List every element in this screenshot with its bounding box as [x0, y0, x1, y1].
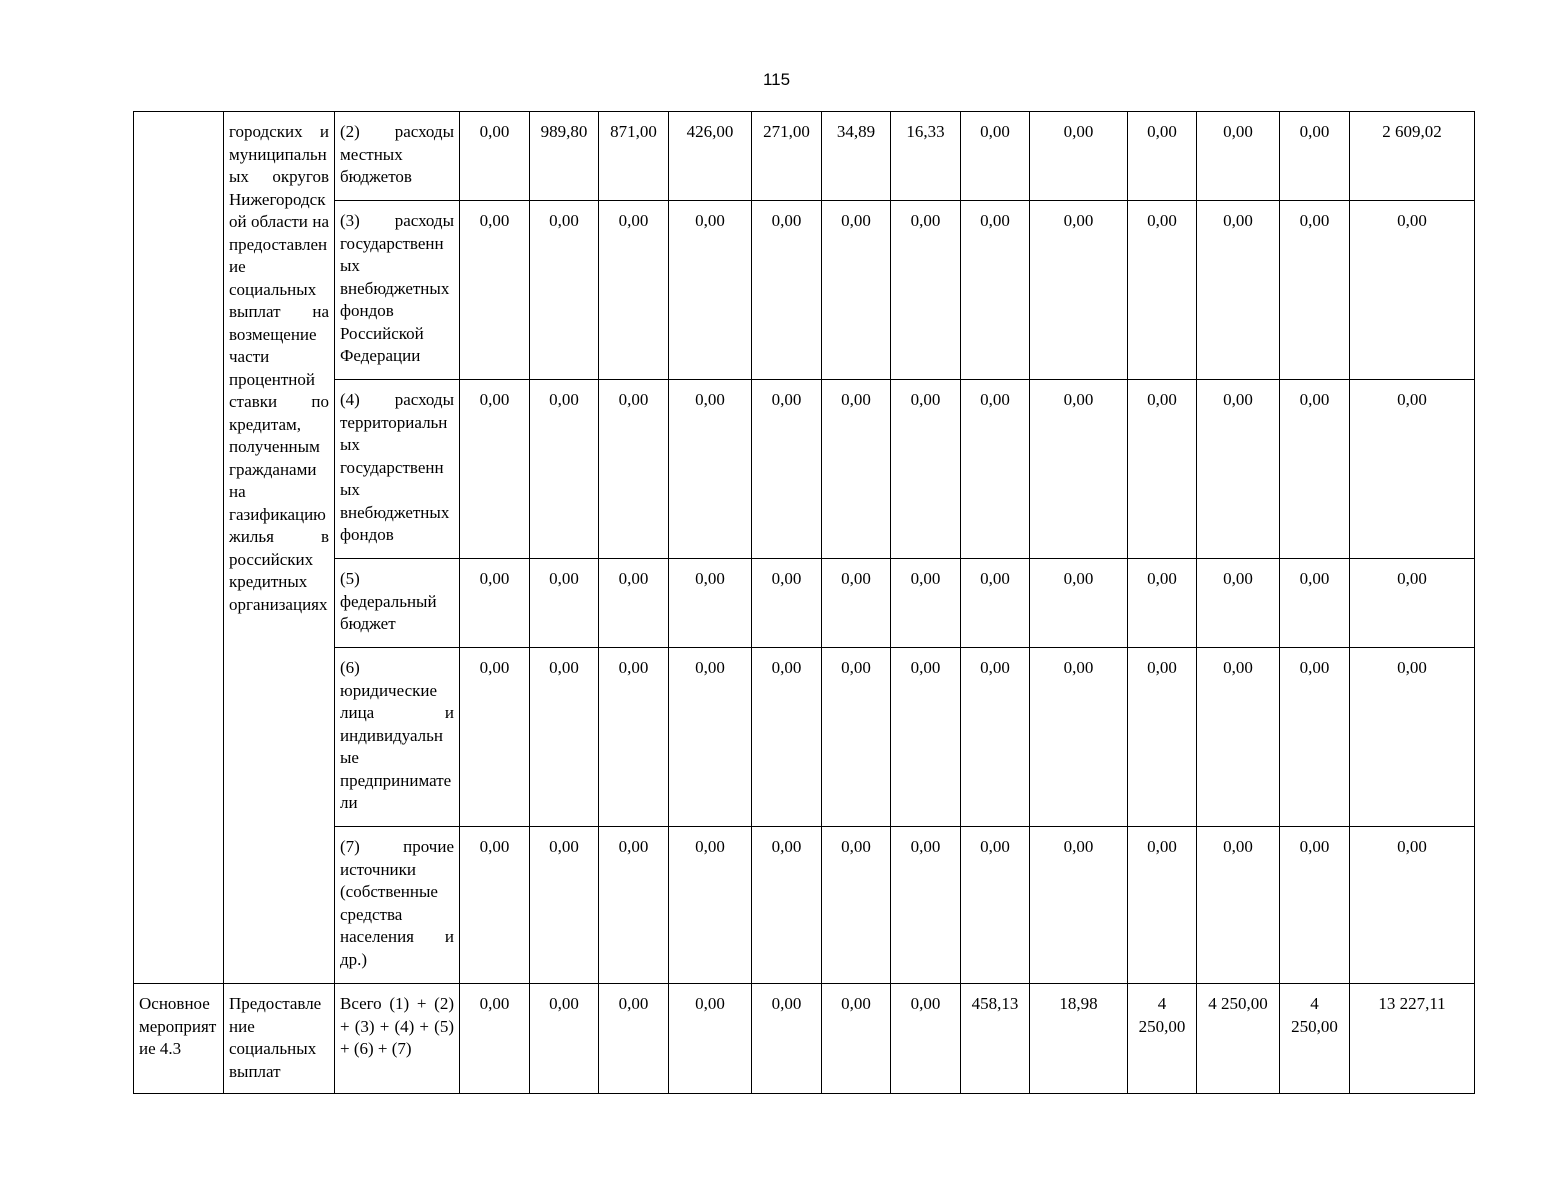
- value-cell: 34,89: [822, 112, 891, 201]
- value-cell: 0,00: [1128, 380, 1197, 559]
- value-cell: 0,00: [460, 984, 530, 1094]
- value-cell: 0,00: [961, 201, 1030, 380]
- value-cell: 0,00: [1197, 112, 1280, 201]
- value-cell: 0,00: [752, 559, 822, 648]
- value-cell: 0,00: [1030, 827, 1128, 984]
- value-cell: 0,00: [891, 380, 961, 559]
- value-cell: 989,80: [530, 112, 599, 201]
- value-cell: 0,00: [669, 648, 752, 827]
- value-cell: 271,00: [752, 112, 822, 201]
- value-cell: 0,00: [669, 380, 752, 559]
- value-cell: 18,98: [1030, 984, 1128, 1094]
- value-cell: 0,00: [1197, 559, 1280, 648]
- funding-source-cell: (6) юридические лица и индивидуальные предприниматели: [335, 648, 460, 827]
- table-row: [134, 380, 1475, 559]
- value-cell: 4 250,00: [1197, 984, 1280, 1094]
- value-cell: 0,00: [669, 559, 752, 648]
- table-row: [134, 984, 1475, 1094]
- funding-source-cell: (2) расходы местных бюджетов: [335, 112, 460, 201]
- value-cell: 0,00: [1030, 380, 1128, 559]
- total-value-cell: 13 227,11: [1350, 984, 1475, 1094]
- value-cell: 0,00: [460, 380, 530, 559]
- value-cell: 0,00: [1030, 112, 1128, 201]
- total-value-cell: 0,00: [1350, 201, 1475, 380]
- value-cell: 0,00: [1128, 201, 1197, 380]
- value-cell: 0,00: [460, 112, 530, 201]
- value-cell: 0,00: [1280, 648, 1350, 827]
- value-cell: 0,00: [1197, 827, 1280, 984]
- total-value-cell: 0,00: [1350, 380, 1475, 559]
- value-cell: 0,00: [1128, 827, 1197, 984]
- value-cell: 0,00: [460, 201, 530, 380]
- value-cell: 0,00: [599, 380, 669, 559]
- value-cell: 0,00: [961, 559, 1030, 648]
- value-cell: 0,00: [1280, 559, 1350, 648]
- value-cell: 0,00: [669, 827, 752, 984]
- value-cell: 0,00: [460, 648, 530, 827]
- value-cell: 0,00: [752, 380, 822, 559]
- value-cell: 0,00: [1030, 648, 1128, 827]
- value-cell: 458,13: [961, 984, 1030, 1094]
- value-cell: 0,00: [599, 201, 669, 380]
- value-cell: 0,00: [822, 827, 891, 984]
- measure-name-cell: Предоставление социальных выплат: [224, 984, 335, 1094]
- value-cell: 0,00: [891, 559, 961, 648]
- value-cell: 0,00: [1280, 380, 1350, 559]
- value-cell: 0,00: [530, 201, 599, 380]
- funding-source-cell: (7) прочие источники (собственные средства населения и др.): [335, 827, 460, 984]
- value-cell: 4 250,00: [1128, 984, 1197, 1094]
- value-cell: 16,33: [891, 112, 961, 201]
- funding-source-cell: (5) федеральный бюджет: [335, 559, 460, 648]
- value-cell: 0,00: [891, 984, 961, 1094]
- value-cell: 0,00: [1128, 559, 1197, 648]
- value-cell: 0,00: [961, 648, 1030, 827]
- value-cell: 0,00: [599, 984, 669, 1094]
- value-cell: 0,00: [1280, 112, 1350, 201]
- value-cell: 0,00: [822, 201, 891, 380]
- value-cell: 0,00: [460, 559, 530, 648]
- table-row: [134, 648, 1475, 827]
- funding-source-cell: Всего (1) + (2) + (3) + (4) + (5) + (6) + (7): [335, 984, 460, 1094]
- value-cell: 0,00: [1128, 112, 1197, 201]
- value-cell: 0,00: [822, 380, 891, 559]
- value-cell: 0,00: [530, 559, 599, 648]
- value-cell: 0,00: [669, 984, 752, 1094]
- value-cell: 0,00: [530, 648, 599, 827]
- total-value-cell: 0,00: [1350, 827, 1475, 984]
- measure-code-cell: [134, 112, 224, 984]
- value-cell: 0,00: [752, 984, 822, 1094]
- value-cell: 0,00: [669, 201, 752, 380]
- value-cell: 0,00: [1197, 380, 1280, 559]
- total-value-cell: 2 609,02: [1350, 112, 1475, 201]
- measure-code-cell: Основное мероприятие 4.3: [134, 984, 224, 1094]
- funding-source-cell: (3) расходы государственных внебюджетных фондов Российской Федерации: [335, 201, 460, 380]
- value-cell: 0,00: [530, 984, 599, 1094]
- table-row: [134, 201, 1475, 380]
- value-cell: 0,00: [599, 827, 669, 984]
- measure-name-cell: городских и муниципальных округов Нижегородской области на предоставление социальных выплат на возмещение части процентной ставки по кредитам, полученным гражданами на газификацию жилья в российских кредитных организациях: [224, 112, 335, 984]
- value-cell: 0,00: [1197, 648, 1280, 827]
- value-cell: 0,00: [891, 648, 961, 827]
- value-cell: 0,00: [891, 827, 961, 984]
- table-row: [134, 559, 1475, 648]
- value-cell: 0,00: [752, 648, 822, 827]
- value-cell: 0,00: [752, 201, 822, 380]
- value-cell: 0,00: [961, 827, 1030, 984]
- table-row: [134, 827, 1475, 984]
- value-cell: 0,00: [1030, 201, 1128, 380]
- total-value-cell: 0,00: [1350, 559, 1475, 648]
- value-cell: 0,00: [961, 380, 1030, 559]
- value-cell: 0,00: [1197, 201, 1280, 380]
- value-cell: 0,00: [822, 559, 891, 648]
- total-value-cell: 0,00: [1350, 648, 1475, 827]
- value-cell: 0,00: [599, 559, 669, 648]
- value-cell: 0,00: [752, 827, 822, 984]
- financing-table: [133, 111, 1475, 1094]
- value-cell: 871,00: [599, 112, 669, 201]
- value-cell: 4 250,00: [1280, 984, 1350, 1094]
- value-cell: 0,00: [1280, 201, 1350, 380]
- value-cell: 0,00: [530, 827, 599, 984]
- value-cell: 0,00: [460, 827, 530, 984]
- value-cell: 0,00: [599, 648, 669, 827]
- value-cell: 0,00: [1128, 648, 1197, 827]
- value-cell: 0,00: [822, 648, 891, 827]
- value-cell: 0,00: [530, 380, 599, 559]
- page-number: 115: [762, 70, 791, 89]
- value-cell: 0,00: [1280, 827, 1350, 984]
- funding-source-cell: (4) расходы территориальных государственных внебюджетных фондов: [335, 380, 460, 559]
- table-row: [134, 112, 1475, 201]
- value-cell: 0,00: [822, 984, 891, 1094]
- value-cell: 0,00: [961, 112, 1030, 201]
- value-cell: 0,00: [891, 201, 961, 380]
- value-cell: 0,00: [1030, 559, 1128, 648]
- value-cell: 426,00: [669, 112, 752, 201]
